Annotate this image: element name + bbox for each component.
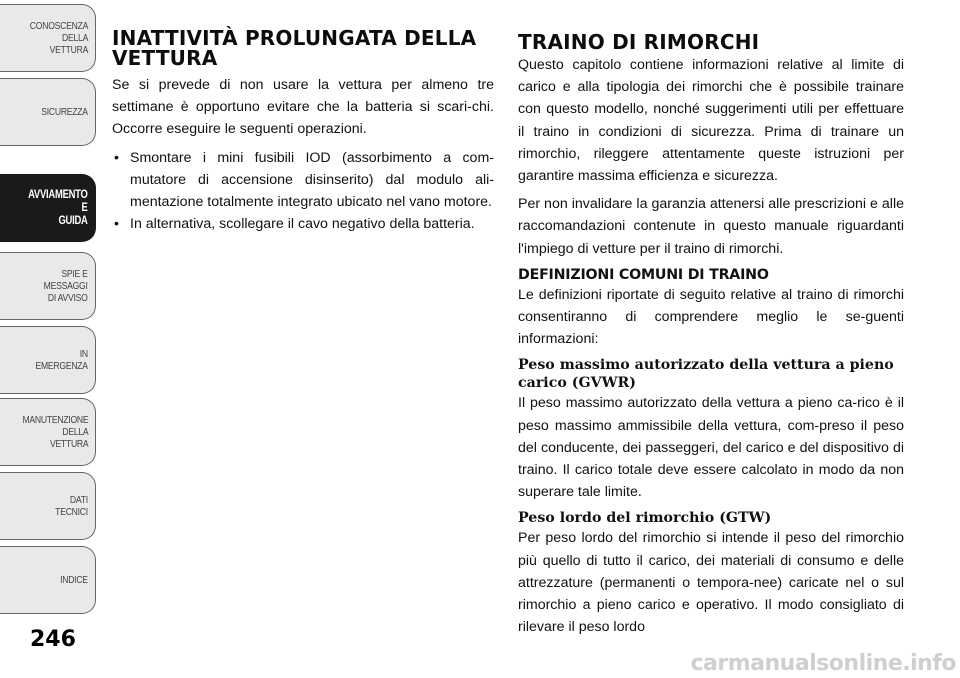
right-column	[518, 28, 904, 644]
subheading-definizioni: DEFINIZIONI COMUNI DI TRAINO	[518, 266, 769, 283]
watermark: carmanualsonline.info	[690, 651, 956, 676]
tab-sicurezza[interactable]	[0, 78, 96, 146]
chapter-tabs	[0, 0, 100, 620]
tab-in-emergenza[interactable]	[0, 326, 96, 394]
section-title-inattivita: INATTIVITÀ PROLUNGATA DELLA VETTURA	[112, 26, 477, 70]
paragraph: Le definizioni riportate di seguito relative al traino di rimorchi consentiranno di comprendere meglio le se-guenti informazioni:	[518, 286, 904, 348]
tab-indice[interactable]	[0, 546, 96, 614]
tab-label: SICUREZZA	[41, 106, 88, 118]
tab-dati-tecnici[interactable]	[0, 472, 96, 540]
intro-paragraph: Se si prevede di non usare la vettura per almeno tre settimane è opportuno evitare che la batteria si scari-chi. Occorre eseguire le seguenti operazioni.	[112, 77, 494, 138]
page-number: 246	[30, 627, 76, 652]
term-heading-gtw: Peso lordo del rimorchio (GTW)	[518, 510, 772, 527]
list-item: • Smontare i mini fusibili IOD (assorbimento a com-mutatore di accensione disinserito) dal modulo ali-mentazione totalmente integrato ubicato nel vano motore.	[112, 147, 494, 214]
paragraph: Per peso lordo del rimorchio si intende il peso del rimorchio più quello di tutto il carico, dei materiali di consumo e delle attrezzature (permanenti o tempora-nee) caricate nel o sul rimorchio a pieno carico e operativo. Il modo consigliato di rilevare il peso lordo	[518, 530, 904, 636]
list-item: • In alternativa, scollegare il cavo negativo della batteria.	[112, 213, 494, 235]
left-column	[112, 28, 494, 235]
tab-label: MANUTENZIONE DELLA VETTURA	[22, 414, 88, 450]
operations-list	[112, 147, 494, 236]
paragraph: Questo capitolo contiene informazioni relative al limite di carico e alla tipologia dei rimorchi che è possibile trainare con questo modello, nonché suggerimenti utili per effettuare il traino in condizioni di sicurezza. Prima di trainare un rimorchio, rileggere attentamente queste istruzioni per garantire massima efficienza e sicurezza.	[518, 57, 904, 185]
paragraph: Il peso massimo autorizzato della vettura a pieno ca-rico è il peso massimo ammissibile della vettura, com-preso il peso del conducente, dei passeggeri, del carico e del dispositivo di traino. Il carico totale deve essere calcolato in modo da non superare tale limite.	[518, 395, 904, 501]
tab-label: AVVIAMENTO E GUIDA	[28, 188, 88, 227]
tab-conoscenza-della-vettura[interactable]	[0, 4, 96, 72]
tab-label: DATI TECNICI	[55, 494, 88, 518]
term-heading-gvwr: Peso massimo autorizzato della vettura a pieno carico (GVWR)	[518, 357, 894, 392]
paragraph: Per non invalidare la garanzia attenersi alle prescrizioni e alle raccomandazioni contenute in questo manuale riguardanti l'impiego di vetture per il traino di rimorchi.	[518, 196, 904, 257]
tab-label: IN EMERGENZA	[35, 348, 88, 372]
tab-label: SPIE E MESSAGGI DI AVVISO	[44, 268, 88, 304]
tab-label: CONOSCENZA DELLA VETTURA	[29, 20, 88, 56]
tab-manutenzione-della-vettura[interactable]	[0, 398, 96, 466]
tab-avviamento-e-guida[interactable]	[0, 174, 96, 242]
tab-label: INDICE	[60, 574, 88, 586]
section-title-traino: TRAINO DI RIMORCHI	[518, 30, 760, 54]
tab-spie-e-messaggi[interactable]	[0, 252, 96, 320]
